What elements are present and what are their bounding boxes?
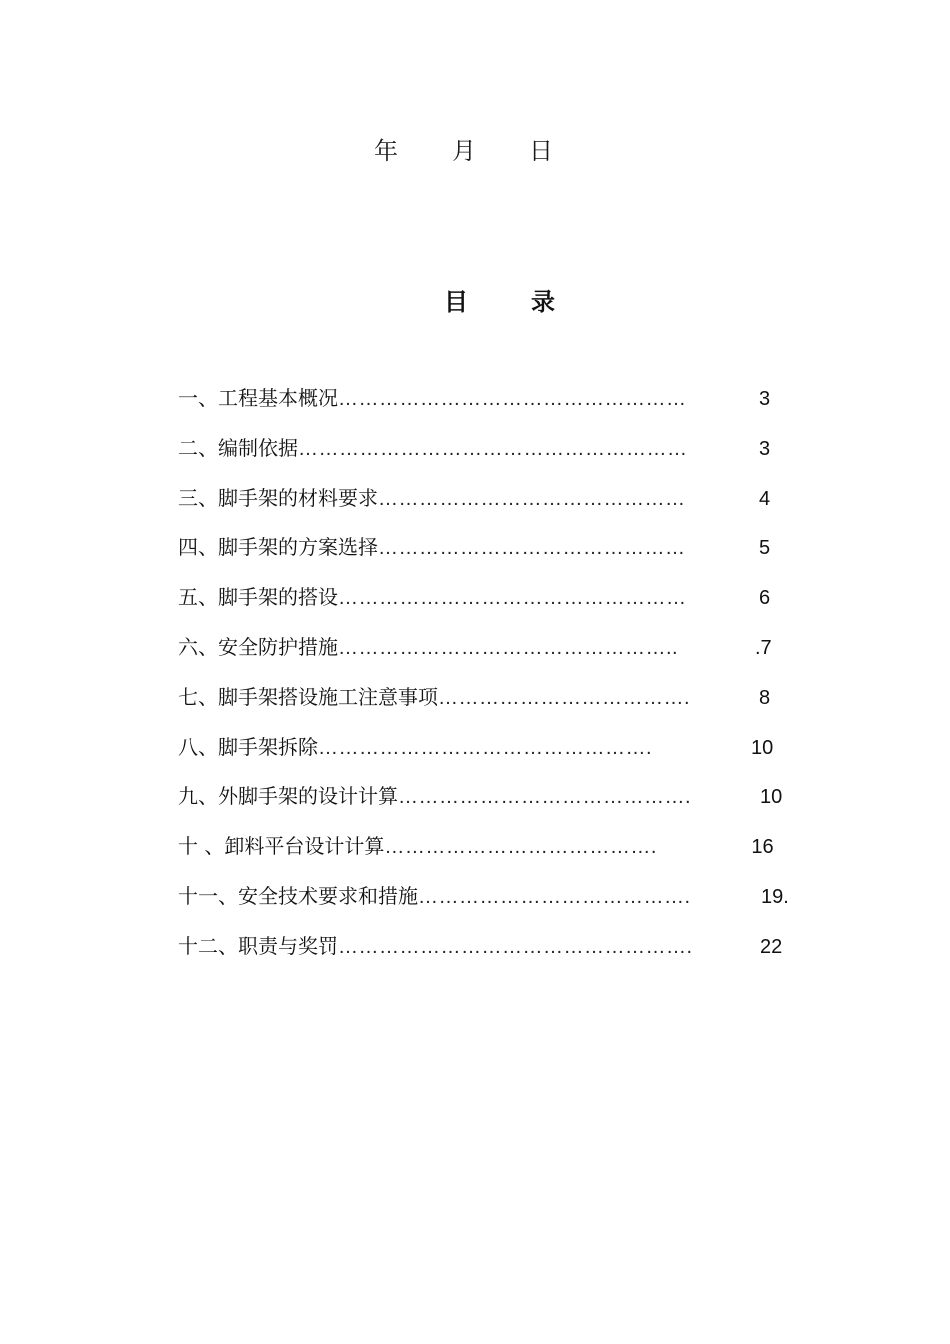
toc-entry-page: 22: [760, 935, 783, 958]
toc-entry[interactable]: [178, 380, 798, 430]
toc-entry-label: 二、编制依据: [178, 435, 298, 460]
toc-entry-page: 3: [759, 388, 771, 410]
toc-entry-label: 十一、安全技术要求和措施: [178, 883, 418, 908]
toc-entry-page: 3: [759, 437, 771, 460]
toc-title-char-2: 录: [531, 288, 555, 316]
toc-entry[interactable]: [178, 430, 798, 480]
toc-entry-label: 六、安全防护措施: [178, 634, 338, 659]
toc-entry-leader: ………………………………………….: [318, 736, 653, 759]
toc-entry-leader: …………………………………….: [398, 786, 692, 809]
toc-entry-page: 10: [760, 786, 783, 809]
toc-entry[interactable]: [178, 529, 798, 579]
toc-entry-page: 10: [751, 736, 774, 759]
toc-entry-leader: ……………………………………………: [338, 587, 687, 610]
toc-entry-page: .7: [755, 636, 772, 659]
toc-entry-leader: ………………………………………: [378, 487, 686, 510]
toc-entry-page: 16: [751, 836, 774, 859]
toc-entry-label: 八、脚手架拆除: [178, 734, 318, 759]
date-month-label: 月: [452, 137, 476, 165]
toc-entry-label: 五、脚手架的搭设: [178, 585, 338, 610]
toc-entry-label: 十 、卸料平台设计计算: [178, 834, 385, 859]
toc-entry-label: 三、脚手架的材料要求: [178, 485, 378, 510]
date-line: [0, 134, 950, 168]
toc-entry-page: 8: [759, 686, 771, 709]
toc-entry-leader: …………………………………………………: [298, 437, 688, 460]
toc-entry-page: 19.: [761, 885, 789, 908]
toc-entry[interactable]: [178, 679, 798, 729]
toc-entry-leader: ………………………………….: [418, 885, 691, 908]
toc-list: [178, 380, 798, 978]
toc-entry[interactable]: [178, 480, 798, 530]
toc-entry[interactable]: [178, 928, 798, 978]
toc-entry-leader: ………………………………….: [384, 836, 657, 859]
toc-entry-leader: …………………………………………….: [338, 935, 693, 958]
toc-entry-leader: ……………………………………………: [338, 388, 687, 410]
toc-entry-label: 一、工程基本概况: [178, 386, 338, 410]
toc-entry[interactable]: [178, 778, 798, 828]
toc-entry-leader: ……………………………….: [438, 686, 691, 709]
toc-entry-leader: …………………………………………..: [338, 636, 679, 659]
toc-entry[interactable]: [178, 629, 798, 679]
toc-entry-leader: ………………………………………: [378, 537, 686, 560]
toc-title-char-1: 目: [444, 288, 468, 316]
toc-entry[interactable]: [178, 828, 798, 878]
date-day-label: 日: [529, 137, 553, 165]
toc-entry-page: 4: [759, 487, 771, 510]
toc-entry-label: 十二、职责与奖罚: [178, 933, 338, 958]
toc-entry-label: 七、脚手架搭设施工注意事项: [178, 684, 438, 709]
toc-entry-page: 6: [759, 587, 771, 610]
toc-entry-label: 九、外脚手架的设计计算: [178, 784, 398, 809]
toc-entry-page: 5: [759, 537, 771, 560]
toc-entry[interactable]: [178, 579, 798, 629]
toc-title: [0, 284, 950, 320]
toc-entry[interactable]: [178, 729, 798, 779]
date-year-label: 年: [374, 137, 398, 165]
toc-entry[interactable]: [178, 878, 798, 928]
toc-entry-label: 四、脚手架的方案选择: [178, 535, 378, 560]
